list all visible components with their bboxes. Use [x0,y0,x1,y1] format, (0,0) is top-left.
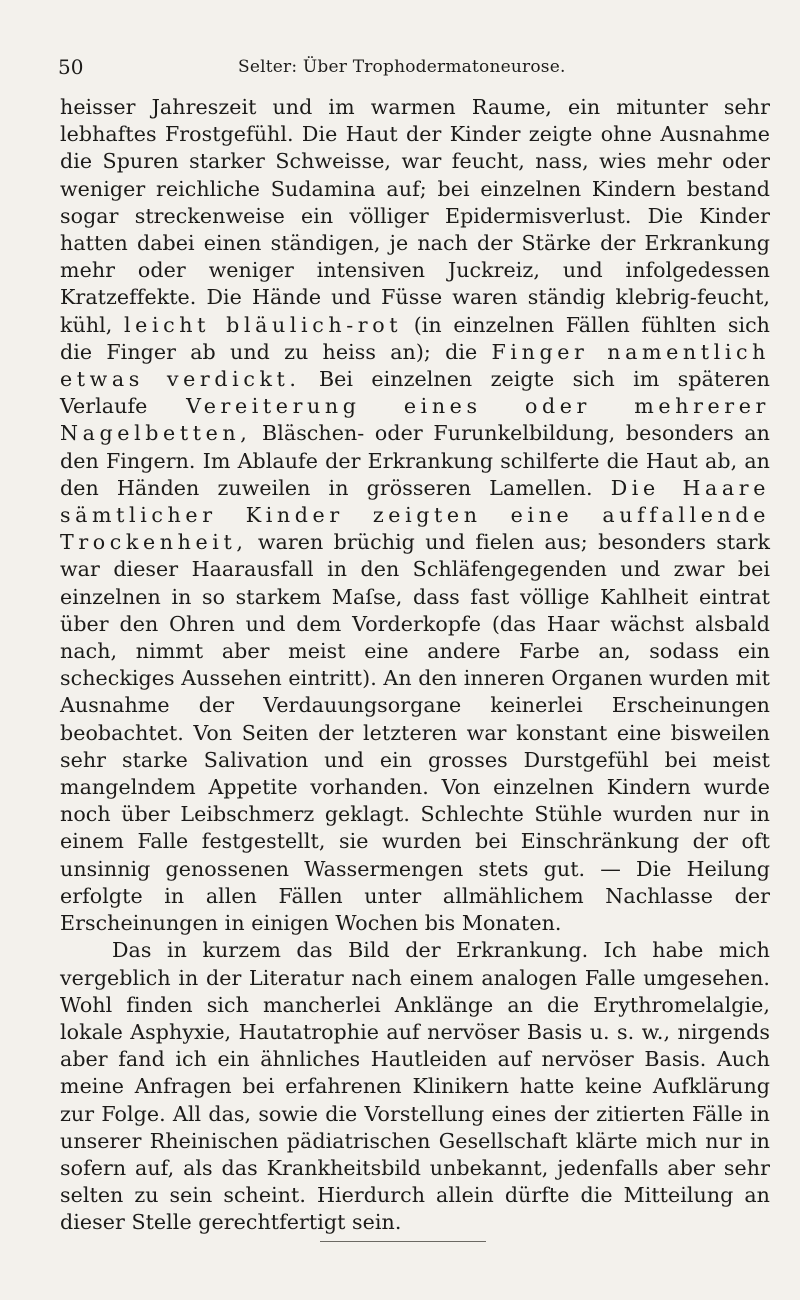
text-run: waren brüchig und fielen aus; besonders stark war dieser Haarausfall in den Schläfengegenden und zwar bei einzelnen in so starkem Maſse, dass fast völlige Kahlheit eintrat über den Ohren und dem Vorderkopfe (das Haar wächst alsbald nach, nimmt aber meist eine andere Farbe an, sodass ein scheckiges Aussehen eintritt). An den inneren Organen wurden mit Ausnahme der Verdauungsorgane keinerlei Erscheinungen beobachtet. Von Seiten der letzteren war konstant eine bisweilen sehr starke Salivation und ein grosses Durstgefühl bei meist mangelndem Appetite vorhanden. Von einzelnen Kindern wurde noch über Leibschmerz geklagt. Schlechte Stühle wurden nur in einem Falle festgestellt, sie wurden bei Einschränkung der oft unsinnig genossenen Wassermengen stets gut. — Die Heilung erfolgte in allen Fällen unter allmählichem Nachlasse der Erscheinungen in einigen Wochen bis Monaten. [60,530,770,936]
page-number: 50 [58,55,84,79]
text-run: Bei einzelnen zeigte sich im späteren Verlaufe [60,367,770,419]
page-header [58,55,734,85]
spaced-emphasis: Die Haare sämtlicher Kinder zeigten eine auffallende Trockenheit, [60,475,770,555]
text-run: Bläschen- oder Furunkelbildung, besonders an den Fingern. Im Ablaufe der Erkrankung schilferte die Haut ab, an den Händen zuweilen in grösseren Lamellen. [60,421,770,500]
spaced-emphasis: Vereiterung eines oder mehrerer Nagelbetten, [60,394,770,446]
spaced-emphasis: Finger namentlich etwas verdickt. [60,339,770,392]
paragraph-2: Das in kurzem das Bild der Erkrankung. Ich habe mich vergeblich in der Literatur nach einem analogen Falle umgesehen. Wohl finden sich mancherlei Anklänge an die Erythromelalgie, lokale Asphyxie, Hautatrophie auf nervöser Basis u. s. w., nirgends aber fand ich ein ähnliches Hautleiden auf nervöser Basis. Auch meine Anfragen bei erfahrenen Klinikern hatte keine Aufklärung zur Folge. All das, sowie die Vorstellung eines der zitierten Fälle in unserer Rheinischen pädiatrischen Gesellschaft klärte mich nur in sofern auf, als das Krankheitsbild unbekannt, jedenfalls aber sehr selten zu sein scheint. Hierdurch allein dürfte die Mitteilung an dieser Stelle gerechtfertigt sein. [60,938,770,1235]
running-title: Selter: Über Trophodermatoneurose. [238,57,566,77]
spaced-emphasis: leicht bläulich-rot [123,312,403,337]
text-run: heisser Jahreszeit und im warmen Raume, ein mitunter sehr lebhaftes Frostgefühl. Die Haut der Kinder zeigte ohne Ausnahme die Spuren starker Schweisse, war feucht, nass, wies mehr oder weniger reichliche Sudamina auf; bei einzelnen Kindern bestand sogar streckenweise ein völliger Epidermisverlust. Die Kinder hatten dabei einen ständigen, je nach der Stärke der Erkrankung mehr oder weniger intensiven Juckreiz, und infolgedessen Kratzeffekte. Die Hände und Füsse waren ständig klebrig-feucht, kühl, [60,95,770,337]
text-run: (in einzelnen Fällen fühlten sich die Finger ab und zu heiss an); die [60,312,770,364]
body-text [60,94,770,1237]
paragraph-1 [60,94,770,937]
end-rule [320,1241,486,1242]
